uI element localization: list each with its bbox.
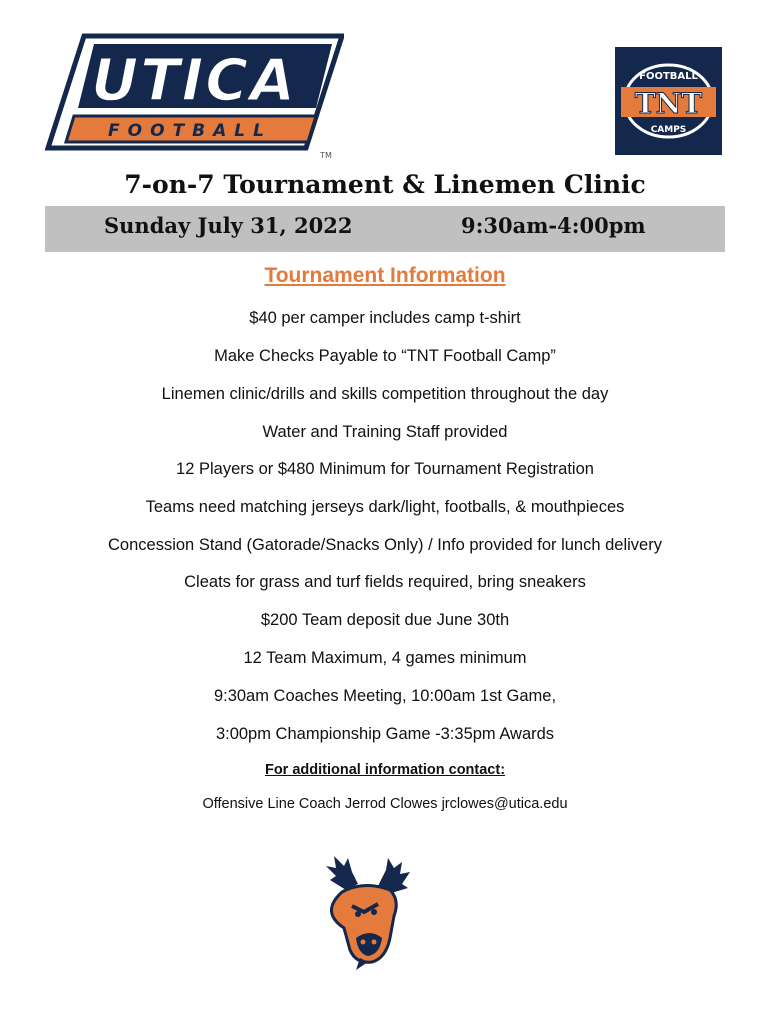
info-line-schedule-2: 3:00pm Championship Game -3:35pm Awards bbox=[215, 725, 555, 743]
info-line-deposit: $200 Team deposit due June 30th bbox=[260, 611, 510, 629]
section-heading: Tournament Information bbox=[264, 264, 506, 287]
info-line-water: Water and Training Staff provided bbox=[262, 423, 508, 441]
svg-text:TM: TM bbox=[320, 151, 332, 160]
info-line-checks: Make Checks Payable to “TNT Football Camp” bbox=[214, 347, 556, 365]
contact-heading: For additional information contact: bbox=[264, 762, 506, 778]
info-line-fee: $40 per camper includes camp t-shirt bbox=[249, 309, 521, 327]
svg-text:FOOTBALL: FOOTBALL bbox=[108, 121, 272, 141]
svg-text:TNT: TNT bbox=[634, 87, 703, 120]
contact-details: Offensive Line Coach Jerrod Clowes jrclowes@utica.edu bbox=[202, 796, 568, 812]
page-title: 7-on-7 Tournament & Linemen Clinic bbox=[124, 170, 646, 199]
info-line-minimum: 12 Players or $480 Minimum for Tournament Registration bbox=[176, 460, 594, 478]
info-line-cleats: Cleats for grass and turf fields required, bring sneakers bbox=[184, 573, 586, 591]
svg-text:UTICA: UTICA bbox=[91, 46, 297, 114]
event-time: 9:30am-4:00pm bbox=[461, 213, 646, 238]
info-line-jerseys: Teams need matching jerseys dark/light, footballs, & mouthpieces bbox=[145, 498, 625, 516]
info-line-schedule-1: 9:30am Coaches Meeting, 10:00am 1st Game, bbox=[213, 687, 557, 705]
event-date: Sunday July 31, 2022 bbox=[104, 213, 353, 238]
info-line-maximum: 12 Team Maximum, 4 games minimum bbox=[243, 649, 527, 667]
svg-text:FOOTBALL: FOOTBALL bbox=[639, 71, 698, 82]
moose-mascot-icon bbox=[316, 854, 412, 972]
info-line-clinic: Linemen clinic/drills and skills competition throughout the day bbox=[161, 385, 609, 403]
tnt-football-camps-logo bbox=[615, 47, 722, 155]
utica-football-logo bbox=[44, 30, 344, 162]
info-line-concession: Concession Stand (Gatorade/Snacks Only) / Info provided for lunch delivery bbox=[108, 536, 662, 554]
svg-text:CAMPS: CAMPS bbox=[650, 125, 687, 135]
